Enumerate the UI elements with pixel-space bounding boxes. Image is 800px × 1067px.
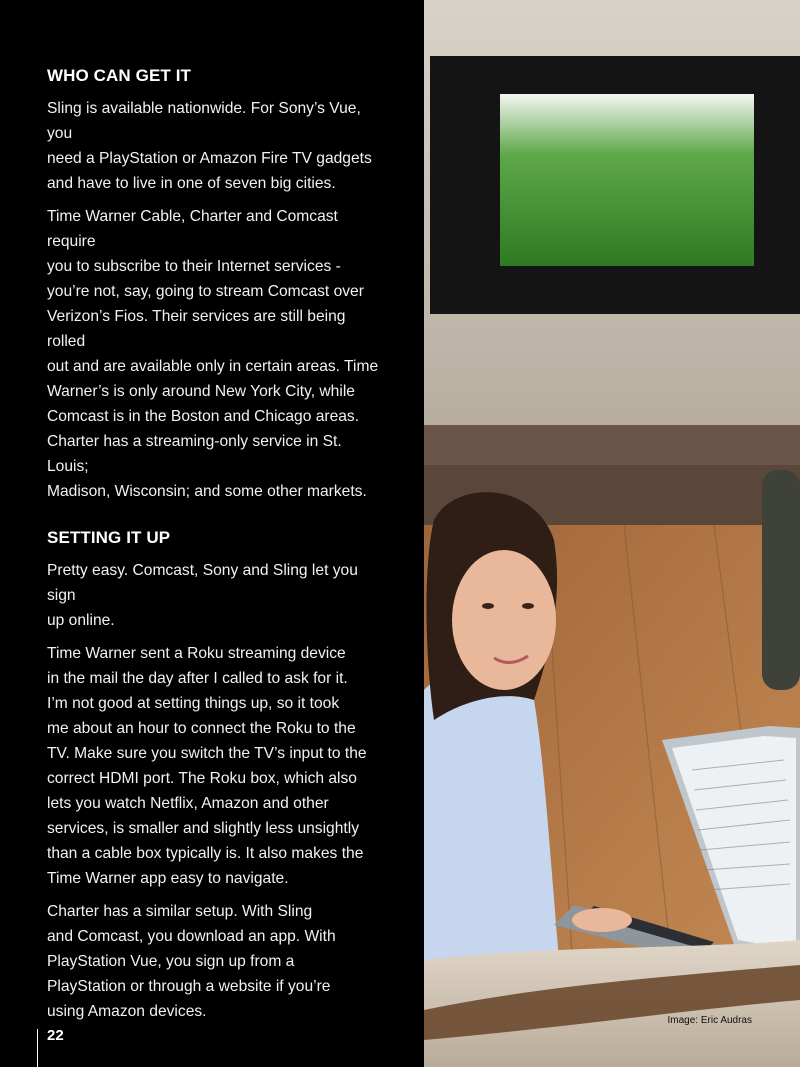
paragraph: Time Warner sent a Roku streaming device in the mail the day after I called to ask for it. I’m not good at setting things up, so it took me about an hour to connect the Roku to the TV. Make sure you switch the TV’s input to the correct HDMI port. The Roku box, which also lets you watch Netflix, Amazon and other services, is smaller and slightly less unsightly than a cable box typically is. It also makes the Time Warner app easy to navigate.: [47, 645, 367, 887]
paragraph: Sling is available nationwide. For Sony’s Vue, you need a PlayStation or Amazon Fire TV gadgets and have to live in one of seven big cities.: [47, 100, 372, 192]
paragraph: Pretty easy. Comcast, Sony and Sling let you sign up online.: [47, 562, 358, 629]
section-heading-setup: SETTING IT UP: [47, 528, 171, 547]
paragraph: Charter has a similar setup. With Sling and Comcast, you download an app. With PlayStation Vue, you sign up from a PlayStation or through a website if you’re using Amazon devices.: [47, 903, 336, 1020]
photo-credit: Image: Eric Audras: [667, 1015, 752, 1026]
paragraph: Time Warner Cable, Charter and Comcast require you to subscribe to their Internet services - you’re not, say, going to stream Comcast over Verizon’s Fios. Their services are still being rolled out and are available only in certain areas. Time Warner’s is only around New York City, while Comcast is in the Boston and Chicago areas. Charter has a streaming-only service in St. Louis; Madison, Wisconsin; and some other markets.: [47, 208, 379, 500]
photo-girl-with-laptop: [424, 0, 800, 1067]
page-number: 22: [47, 1027, 64, 1044]
photo-illustration: [424, 0, 800, 1067]
couch-arm: [762, 470, 800, 690]
girl-face: [452, 550, 556, 690]
section-heading-who: WHO CAN GET IT: [47, 66, 191, 85]
tv-screen: [500, 94, 754, 266]
article-text: [47, 64, 387, 1024]
page-number-rule: [37, 1029, 38, 1067]
